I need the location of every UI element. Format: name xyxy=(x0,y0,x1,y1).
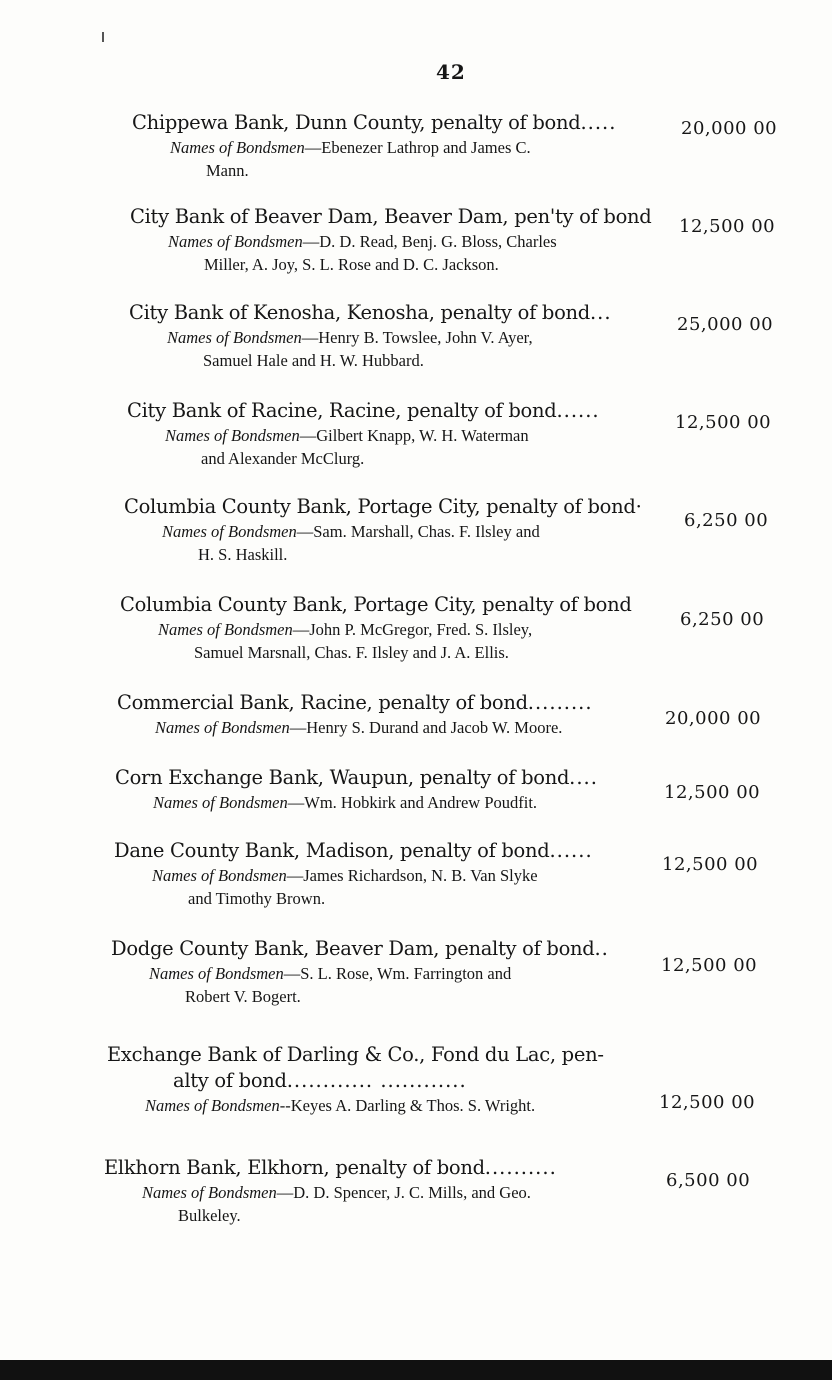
bondsmen-names: —S. L. Rose, Wm. Farrington and xyxy=(283,964,512,983)
bondsmen-label: Names of Bondsmen xyxy=(153,793,288,812)
bondsmen xyxy=(153,791,653,814)
margin-mark xyxy=(102,32,104,42)
bank-name: City Bank of Beaver Dam, Beaver Dam, pen'ty of bond xyxy=(130,205,652,228)
bondsmen-names: —John P. McGregor, Fred. S. Ilsley, xyxy=(292,620,533,639)
bondsmen-names-cont: Robert V. Bogert. xyxy=(185,987,301,1006)
bondsmen xyxy=(149,962,649,1008)
bond-amount: 6,250 00 xyxy=(680,609,765,630)
bondsmen-names: —Ebenezer Lathrop and James C. xyxy=(304,138,531,157)
bank-name: City Bank of Kenosha, Kenosha, penalty of bond... xyxy=(129,301,612,324)
bondsmen xyxy=(167,326,667,372)
bondsmen-names-cont: Samuel Hale and H. W. Hubbard. xyxy=(203,351,424,370)
bank-name: City Bank of Racine, Racine, penalty of bond...... xyxy=(127,399,600,422)
bondsmen-names-cont: and Timothy Brown. xyxy=(188,889,326,908)
bondsmen xyxy=(162,520,662,566)
bondsmen-names-cont: Miller, A. Joy, S. L. Rose and D. C. Jackson. xyxy=(204,255,499,274)
bond-amount: 12,500 00 xyxy=(662,854,759,875)
bank-entry xyxy=(129,300,689,372)
bondsmen-names: —D. D. Read, Benj. G. Bloss, Charles xyxy=(302,232,557,251)
bond-amount: 12,500 00 xyxy=(675,412,772,433)
bond-amount: 20,000 00 xyxy=(665,708,762,729)
page-bottom-edge xyxy=(0,1360,832,1380)
bondsmen-names: —D. D. Spencer, J. C. Mills, and Geo. xyxy=(276,1183,531,1202)
bondsmen-label: Names of Bondsmen xyxy=(162,522,297,541)
bond-amount: 12,500 00 xyxy=(664,782,761,803)
bond-amount: 6,500 00 xyxy=(666,1170,751,1191)
bank-name: Dane County Bank, Madison, penalty of bond...... xyxy=(114,839,593,862)
bank-name-cont: alty of bond............ ............ xyxy=(173,1069,467,1092)
bondsmen-names: --Keyes A. Darling & Thos. S. Wright. xyxy=(279,1096,536,1115)
page-number: 42 xyxy=(436,60,466,84)
bondsmen-names-cont: and Alexander McClurg. xyxy=(201,449,365,468)
bank-entry xyxy=(124,494,684,566)
bank-entry xyxy=(127,398,687,470)
bank-entry xyxy=(132,110,692,182)
bondsmen-label: Names of Bondsmen xyxy=(142,1183,277,1202)
bank-entry xyxy=(120,592,680,664)
bank-entry xyxy=(111,936,671,1008)
bank-name: Chippewa Bank, Dunn County, penalty of bond..... xyxy=(132,111,617,134)
bank-entry xyxy=(130,204,690,276)
bondsmen-label: Names of Bondsmen xyxy=(158,620,293,639)
bond-amount: 25,000 00 xyxy=(677,314,774,335)
bondsmen xyxy=(155,716,655,739)
bond-amount: 6,250 00 xyxy=(684,510,769,531)
bondsmen-label: Names of Bondsmen xyxy=(149,964,284,983)
bondsmen-names: —Gilbert Knapp, W. H. Waterman xyxy=(299,426,529,445)
bank-name: Commercial Bank, Racine, penalty of bond......... xyxy=(117,691,593,714)
bondsmen xyxy=(152,864,652,910)
bank-entry xyxy=(107,1042,667,1117)
bond-amount: 12,500 00 xyxy=(661,955,758,976)
bondsmen-names: —Henry B. Towslee, John V. Ayer, xyxy=(301,328,533,347)
bondsmen xyxy=(145,1094,645,1117)
bondsmen-names: —Henry S. Durand and Jacob W. Moore. xyxy=(289,718,563,737)
bondsmen-label: Names of Bondsmen xyxy=(170,138,305,157)
bondsmen-names-cont: H. S. Haskill. xyxy=(198,545,288,564)
bondsmen-names-cont: Samuel Marsnall, Chas. F. Ilsley and J. A. Ellis. xyxy=(194,643,509,662)
bondsmen xyxy=(158,618,658,664)
bondsmen-label: Names of Bondsmen xyxy=(167,328,302,347)
bank-entry xyxy=(114,838,674,910)
bank-entry xyxy=(115,765,675,814)
bondsmen-names: —Sam. Marshall, Chas. F. Ilsley and xyxy=(296,522,540,541)
bank-name: Columbia County Bank, Portage City, penalty of bond xyxy=(120,593,632,616)
bondsmen-label: Names of Bondsmen xyxy=(145,1096,280,1115)
bond-amount: 12,500 00 xyxy=(679,216,776,237)
bank-name: Dodge County Bank, Beaver Dam, penalty of bond.. xyxy=(111,937,609,960)
bank-entry xyxy=(104,1155,664,1227)
bondsmen xyxy=(165,424,665,470)
bondsmen-names-cont: Mann. xyxy=(206,161,249,180)
bondsmen-names: —Wm. Hobkirk and Andrew Poudfit. xyxy=(287,793,538,812)
bank-entry xyxy=(117,690,677,739)
bond-amount: 20,000 00 xyxy=(681,118,778,139)
bank-name: Columbia County Bank, Portage City, penalty of bond· xyxy=(124,495,643,518)
bondsmen-label: Names of Bondsmen xyxy=(155,718,290,737)
bondsmen xyxy=(142,1181,642,1227)
bondsmen xyxy=(170,136,670,182)
bondsmen-label: Names of Bondsmen xyxy=(152,866,287,885)
bank-name: Exchange Bank of Darling & Co., Fond du Lac, pen- xyxy=(107,1043,604,1066)
bank-name: Elkhorn Bank, Elkhorn, penalty of bond.......... xyxy=(104,1156,557,1179)
bondsmen-names-cont: Bulkeley. xyxy=(178,1206,241,1225)
bondsmen xyxy=(168,230,668,276)
bank-name: Corn Exchange Bank, Waupun, penalty of bond.... xyxy=(115,766,598,789)
bond-amount: 12,500 00 xyxy=(659,1092,756,1113)
bondsmen-label: Names of Bondsmen xyxy=(165,426,300,445)
bondsmen-names: —James Richardson, N. B. Van Slyke xyxy=(286,866,538,885)
bondsmen-label: Names of Bondsmen xyxy=(168,232,303,251)
